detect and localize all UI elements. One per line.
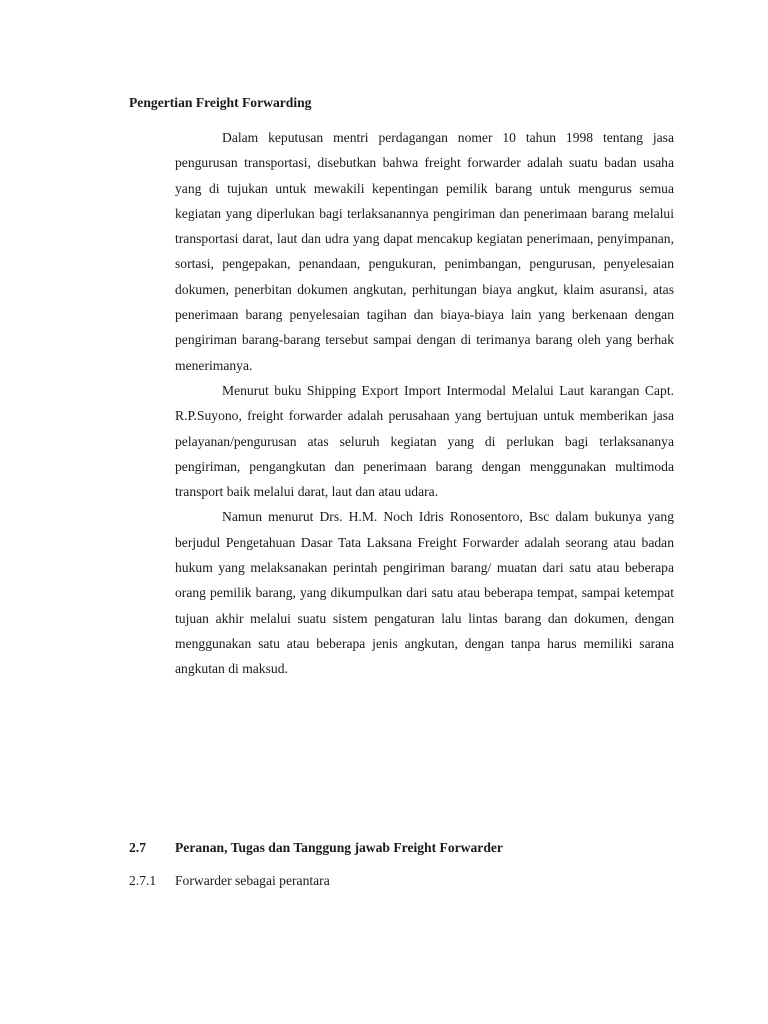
page-title: Pengertian Freight Forwarding <box>129 95 312 110</box>
section-heading <box>129 839 503 857</box>
subsection-heading <box>129 872 330 890</box>
paragraph: Dalam keputusan mentri perdagangan nomer 10 tahun 1998 tentang jasa pengurusan transportasi, disebutkan bahwa freight forwarder adalah suatu badan usaha yang di tujukan untuk mewakili kepentingan pemilik barang untuk mengurus semua kegiatan yang diperlukan bagi terlaksanannya pengiriman dan penerimaan barang melalui transportasi darat, laut dan udra yang dapat mencakup kegiatan penerimaan, penyimpanan, sortasi, pengepakan, penandaan, pengukuran, penimbangan, pengurusan, penyelesaian dokumen, penerbitan dokumen angkutan, perhitungan biaya angkut, klaim asuransi, atas penerimaan barang penyelesaian tagihan dan biaya-biaya lain yang berkenaan dengan pengiriman barang-barang tersebut sampai dengan di terimanya barang oleh yang berhak menerimanya. <box>175 130 674 373</box>
subsection-title: Forwarder sebagai perantara <box>175 873 330 888</box>
paragraph: Menurut buku Shipping Export Import Intermodal Melalui Laut karangan Capt. R.P.Suyono, freight forwarder adalah perusahaan yang bertujuan untuk memberikan jasa pelayanan/pengurusan atas seluruh kegiatan yang di perlukan bagi terlaksananya pengiriman, pengangkutan dan penerimaan barang dengan menggunakan multimoda transport baik melalui darat, laut dan atau udara. <box>175 382 674 500</box>
body-text <box>175 125 674 682</box>
paragraph: Namun menurut Drs. H.M. Noch Idris Ronosentoro, Bsc dalam bukunya yang berjudul Pengetahuan Dasar Tata Laksana Freight Forwarder adalah seorang atau badan hukum yang melaksanakan perintah pengiriman barang/ muatan dari satu atau beberapa orang pemilik barang, yang dikumpulkan dari satu atau beberapa tempat, sampai ketempat tujuan akhir melalui suatu sistem pengaturan lalu lintas barang dan dokumen, dengan menggunakan satu atau beberapa jenis angkutan, dengan tanpa harus memiliki sarana angkutan di maksud. <box>175 509 674 677</box>
section-number: 2.7 <box>129 840 146 855</box>
subsection-number: 2.7.1 <box>129 873 157 888</box>
section-title: Peranan, Tugas dan Tanggung jawab Freight Forwarder <box>175 840 503 855</box>
